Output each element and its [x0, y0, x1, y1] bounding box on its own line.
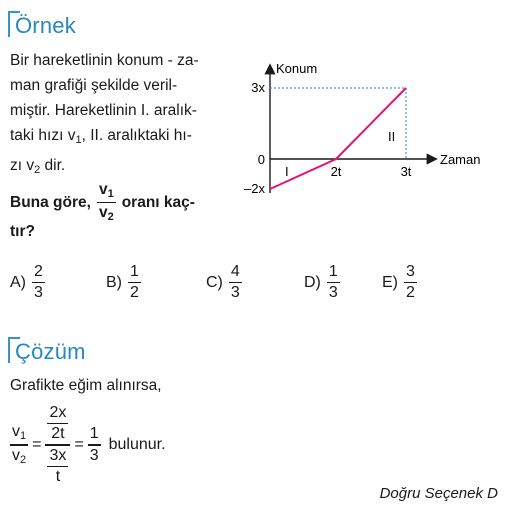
solution-heading-text: Çözüm	[15, 339, 86, 364]
lhs-ratio: $\frac{v_1}{v_2}$	[12, 423, 27, 466]
solution-intro: Grafikte eğim alınırsa,	[10, 377, 162, 394]
y-tick-0: 0	[257, 152, 265, 167]
x-tick-3t: 3t	[400, 164, 412, 179]
slope-ratio	[45, 403, 70, 487]
solution-heading	[8, 337, 86, 367]
question-ratio: $\frac{v_1}{v_2}$	[98, 181, 114, 224]
y-tick-3x: 3x	[251, 80, 265, 95]
x-tick-2t: 2t	[330, 164, 342, 179]
position-time-graph	[230, 58, 500, 198]
problem-line-2: man grafiği şekilde veril-	[10, 77, 178, 94]
result-fraction: $\frac{1}{3}$	[89, 425, 99, 464]
question-line-2: tır?	[10, 223, 35, 241]
equals-sign: =	[32, 436, 42, 453]
option-d[interactable]: D) $\frac{1}{3}$	[304, 263, 338, 302]
x-axis-label: Zaman	[440, 152, 481, 167]
example-heading-text: Örnek	[15, 13, 76, 38]
slope-denominator: $\frac{3x}{t}$	[49, 446, 67, 486]
option-e[interactable]: E) $\frac{3}{2}$	[382, 263, 415, 302]
example-heading	[8, 11, 76, 41]
question-prefix: Buna göre,	[10, 193, 91, 211]
problem-line-4: taki hızı $v_1$, II. aralıktaki hı-	[10, 127, 192, 146]
correct-answer: Doğru Seçenek D	[379, 485, 498, 502]
heading-bracket-icon	[8, 11, 20, 37]
heading-bracket-icon	[8, 337, 20, 363]
option-c[interactable]: C) $\frac{4}{3}$	[206, 263, 240, 302]
problem-line-3: miştir. Hareketlinin I. aralık-	[10, 102, 197, 119]
solution-equation	[10, 400, 166, 490]
y-tick-minus-2x: –2x	[244, 181, 265, 196]
question-text	[10, 180, 195, 241]
answer-options	[10, 262, 480, 312]
question-suffix: oranı kaç-	[121, 193, 195, 211]
problem-line-1: Bir hareketlinin konum - za-	[10, 52, 199, 69]
solution-tail: bulunur.	[108, 436, 166, 453]
problem-text	[10, 48, 199, 183]
option-a[interactable]: A) $\frac{2}{3}$	[10, 263, 43, 302]
slope-numerator: $\frac{2x}{2t}$	[49, 403, 67, 443]
region-label-ii: II	[388, 129, 396, 144]
y-axis-label: Konum	[276, 61, 318, 76]
equals-sign: =	[74, 436, 84, 453]
problem-line-5: zı $v_2$ dir.	[10, 157, 66, 176]
option-b[interactable]: B) $\frac{1}{2}$	[106, 263, 139, 302]
region-label-i: I	[285, 164, 289, 179]
